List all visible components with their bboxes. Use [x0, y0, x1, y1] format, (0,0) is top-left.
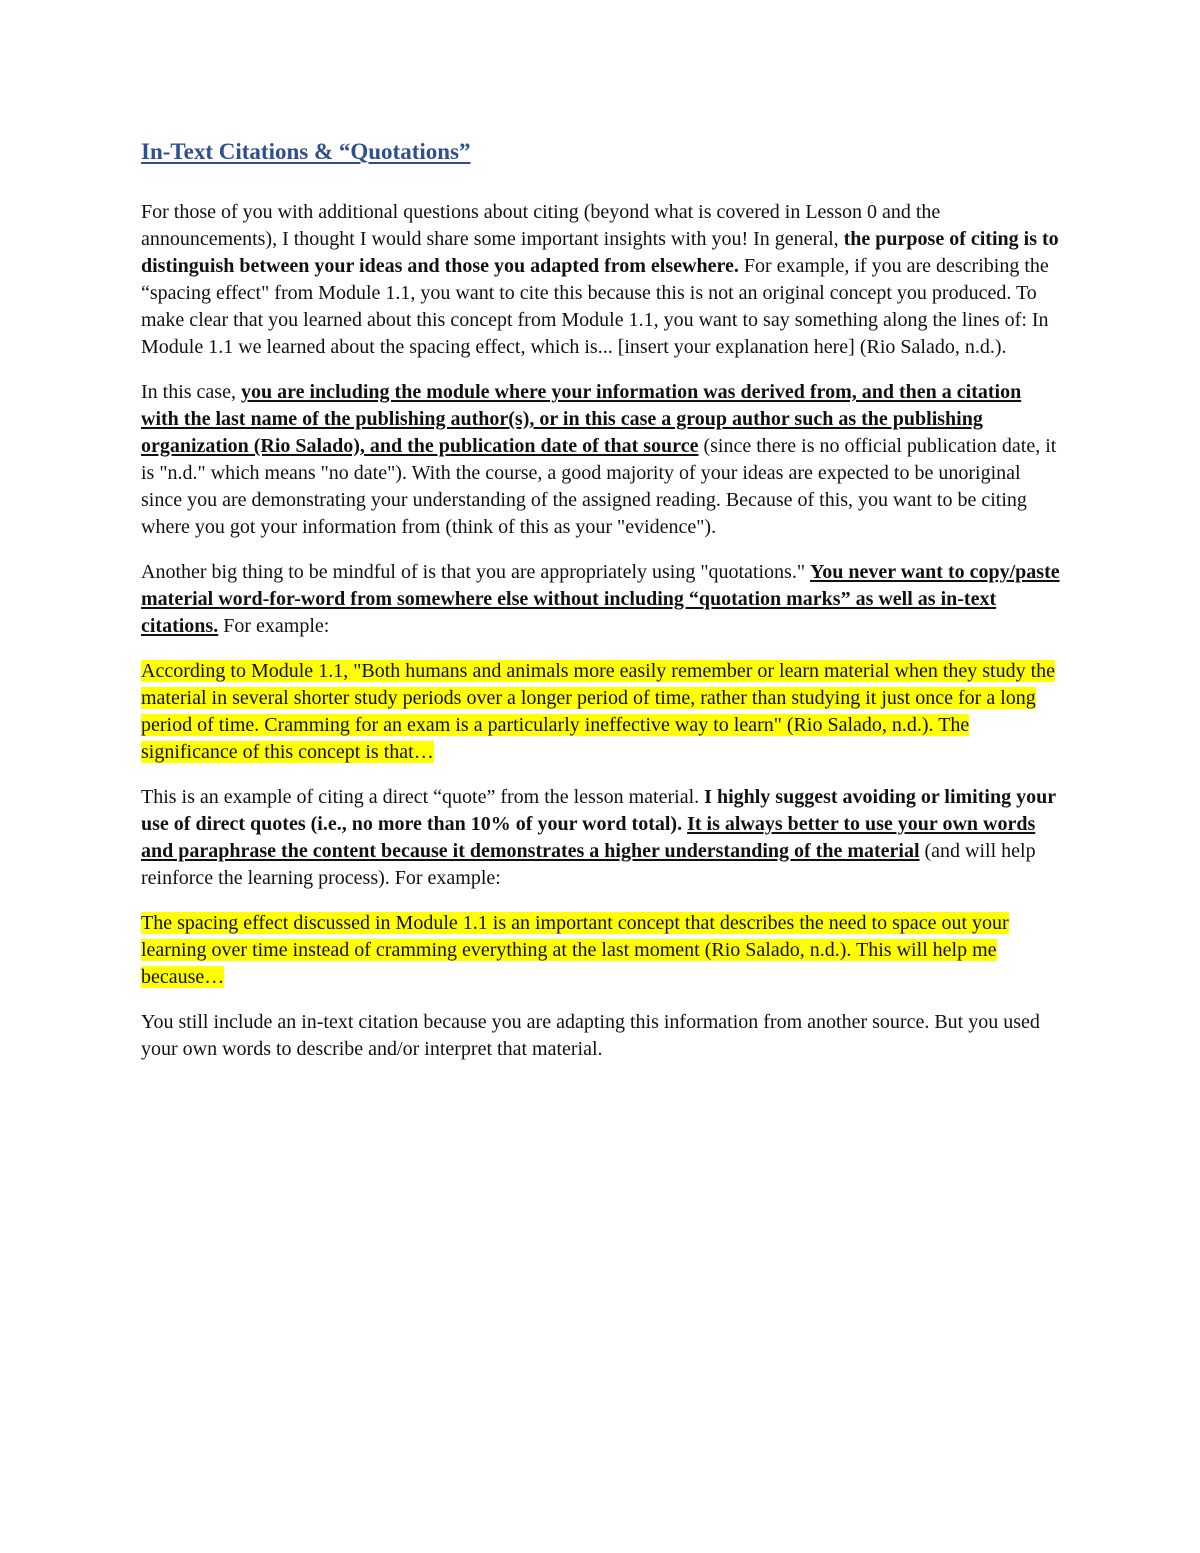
paragraph-text: In this case, [141, 381, 241, 403]
paragraph-quotations [141, 559, 1061, 640]
bold-underlined-text: You never want to copy/paste material word-for-word from somewhere else without including “quotation marks” as well as in-text citations. [141, 561, 1060, 637]
paragraph-direct-quote-advice [141, 784, 1061, 892]
highlighted-text: The spacing effect discussed in Module 1.1 is an important concept that describes the need to space out your learning over time instead of cramming everything at the last moment (Rio Salado, n.d.). This will help me because… [141, 912, 1009, 988]
paragraph-text: (since there is no official publication date, it is "n.d." which means "no date"). With the course, a good majority of your ideas are expected to be unoriginal since you are demonstrating your understanding of the assigned reading. Because of this, you want to be citing where you got your information from (think of this as your "evidence"). [141, 435, 1057, 538]
document-body [141, 138, 1061, 1081]
highlighted-example-paraphrase [141, 910, 1061, 991]
document-title: In-Text Citations & “Quotations” [141, 139, 471, 164]
paragraph-citation-explanation [141, 379, 1061, 541]
highlighted-text: According to Module 1.1, "Both humans and animals more easily remember or learn material when they study the material in several shorter study periods over a longer period of time, rather than studying it just once for a long period of time. Cramming for an exam is a particularly ineffective way to learn" (Rio Salado, n.d.). The significance of this concept is that… [141, 660, 1056, 763]
bold-underlined-text: It is always better to use your own words and paraphrase the content because it demonstrates a higher understanding of the material [141, 813, 1036, 862]
bold-text: I highly suggest avoiding or limiting your use of direct quotes (i.e., no more than 10% of your word total). [141, 786, 1056, 835]
paragraph-text: (and will help reinforce the learning process). For example: [141, 840, 1036, 889]
bold-text: the purpose of citing is to distinguish between your ideas and those you adapted from elsewhere. [141, 228, 1059, 277]
paragraph-text: Another big thing to be mindful of is that you are appropriately using "quotations." [141, 561, 810, 583]
bold-underlined-text: you are including the module where your information was derived from, and then a citation with the last name of the publishing author(s), or in this case a group author such as the publishing organization (Rio Salado), and the publication date of that source [141, 381, 1022, 457]
paragraph-conclusion: You still include an in-text citation because you are adapting this information from another source. But you used your own words to describe and/or interpret that material. [141, 1011, 1040, 1060]
paragraph-text: This is an example of citing a direct “quote” from the lesson material. [141, 786, 705, 808]
paragraph-text: For example: [218, 615, 330, 637]
paragraph-purpose-of-citing [141, 199, 1061, 361]
paragraph-text: For those of you with additional questions about citing (beyond what is covered in Lesson 0 and the announcements), I thought I would share some important insights with you! In general, [141, 201, 941, 250]
paragraph-text: For example, if you are describing the “spacing effect" from Module 1.1, you want to cite this because this is not an original concept you produced. To make clear that you learned about this concept from Module 1.1, you want to say something along the lines of: In Module 1.1 we learned about the spacing effect, which is... [insert your explanation here] (Rio Salado, n.d.). [141, 255, 1049, 358]
highlighted-example-direct-quote [141, 658, 1061, 766]
